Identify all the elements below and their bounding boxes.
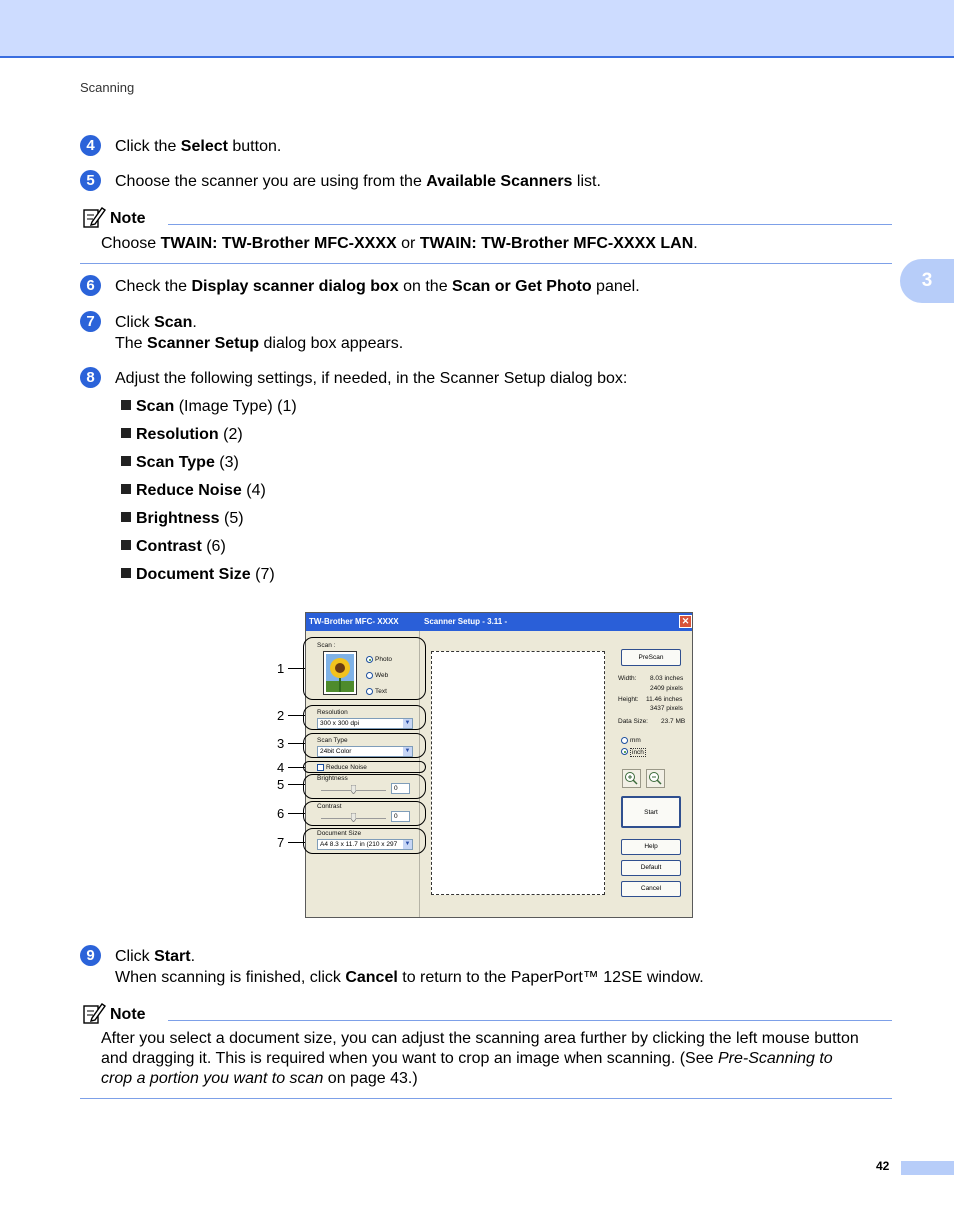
brightness-value-input[interactable]: 0 [391, 783, 410, 794]
inch-radio-label: inch [632, 749, 644, 756]
scan-type-label: Scan Type [317, 737, 348, 744]
height-label: Height: [618, 696, 639, 703]
help-button[interactable]: Help [621, 839, 681, 855]
text-radio-label: Text [375, 688, 387, 695]
close-button[interactable]: ✕ [679, 615, 692, 628]
mm-radio[interactable] [621, 737, 628, 744]
contrast-value-input[interactable]: 0 [391, 811, 410, 822]
step-number: 4 [80, 135, 101, 156]
callout-number: 1 [277, 661, 285, 676]
section-title: Scanning [80, 80, 135, 95]
callout-number: 3 [277, 736, 285, 751]
cancel-button[interactable]: Cancel [621, 881, 681, 897]
dialog-title: Scanner Setup - 3.11 - [424, 617, 508, 626]
photo-radio-label: Photo [375, 656, 392, 663]
note-pencil-icon [82, 205, 106, 229]
callout-scan [303, 637, 426, 700]
width-pixels: 2409 pixels [650, 685, 683, 692]
zoom-in-icon[interactable] [622, 769, 641, 788]
scan-type-select[interactable]: 24bit Color ▼ [317, 746, 413, 757]
width-label: Width: [618, 675, 637, 682]
note-title: Note [110, 1006, 146, 1023]
callout-number: 2 [277, 708, 285, 723]
callout-reduce-noise [303, 761, 426, 773]
default-button[interactable]: Default [621, 860, 681, 876]
settings-list [121, 396, 297, 592]
note-end-rule [80, 263, 892, 264]
resolution-label: Resolution [317, 709, 348, 716]
step-number: 8 [80, 367, 101, 388]
dialog-title-device: TW-Brother MFC- XXXX [309, 617, 399, 626]
callout-scan-type [303, 733, 426, 758]
note-pencil-icon [82, 1001, 106, 1025]
document-size-label: Document Size [317, 830, 362, 837]
width-inches: 8.03 inches [650, 675, 684, 682]
header-band [0, 0, 954, 58]
note-divider [168, 1020, 892, 1021]
list-item: Scan Type (3) [121, 452, 297, 480]
note-body: After you select a document size, you can adjust the scanning area further by clicking the left mouse button and dragging it. This is required when you want to crop an image when scanning. (See Pre-Scanning to crop a portion you want to scan on page 43.) [101, 1030, 859, 1087]
list-item: Contrast (6) [121, 536, 297, 564]
step-number: 9 [80, 945, 101, 966]
callout-number: 5 [277, 777, 285, 792]
scan-preview-area[interactable] [431, 651, 605, 895]
list-item: Brightness (5) [121, 508, 297, 536]
step-number: 7 [80, 311, 101, 332]
zoom-out-icon[interactable] [646, 769, 665, 788]
scan-label: Scan : [317, 642, 336, 649]
data-size-label: Data Size: [618, 718, 648, 725]
note-title: Note [110, 210, 146, 227]
reduce-noise-label: Reduce Noise [326, 764, 367, 771]
data-size-value: 23.7 MB [661, 718, 686, 725]
callout-document-size [303, 828, 426, 854]
prescan-button[interactable]: PreScan [621, 649, 681, 666]
page-number-bar [901, 1161, 954, 1175]
height-inches: 11.46 inches [646, 696, 683, 703]
callout-resolution [303, 705, 426, 730]
resolution-select[interactable]: 300 x 300 dpi ▼ [317, 718, 413, 729]
list-item: Scan (Image Type) (1) [121, 396, 297, 424]
note-body: Choose TWAIN: TW-Brother MFC-XXXX or TWAIN: TW-Brother MFC-XXXX LAN. [101, 235, 698, 252]
callout-number: 6 [277, 806, 285, 821]
web-radio-label: Web [375, 672, 389, 679]
page-number: 42 [876, 1159, 890, 1173]
inch-radio[interactable] [621, 748, 628, 755]
list-item: Document Size (7) [121, 564, 297, 592]
dialog-titlebar[interactable] [306, 613, 693, 631]
list-item: Resolution (2) [121, 424, 297, 452]
height-pixels: 3437 pixels [650, 705, 683, 712]
mm-radio-label: mm [630, 737, 641, 744]
start-button[interactable]: Start [621, 796, 681, 828]
callout-contrast [303, 801, 426, 826]
brightness-label: Brightness [317, 775, 348, 782]
note-divider [168, 224, 892, 225]
list-item: Reduce Noise (4) [121, 480, 297, 508]
callout-number: 4 [277, 760, 285, 775]
step-number: 6 [80, 275, 101, 296]
chevron-down-icon[interactable]: ▼ [404, 720, 411, 726]
contrast-label: Contrast [317, 803, 342, 810]
note-end-rule [80, 1098, 892, 1099]
chapter-tab: 3 [900, 259, 954, 303]
callout-brightness [303, 774, 426, 799]
chevron-down-icon[interactable]: ▼ [404, 841, 411, 847]
document-size-select[interactable]: A4 8.3 x 11.7 in (210 x 297 ▼ [317, 839, 413, 850]
callout-number: 7 [277, 835, 285, 850]
chevron-down-icon[interactable]: ▼ [404, 748, 411, 754]
step-number: 5 [80, 170, 101, 191]
